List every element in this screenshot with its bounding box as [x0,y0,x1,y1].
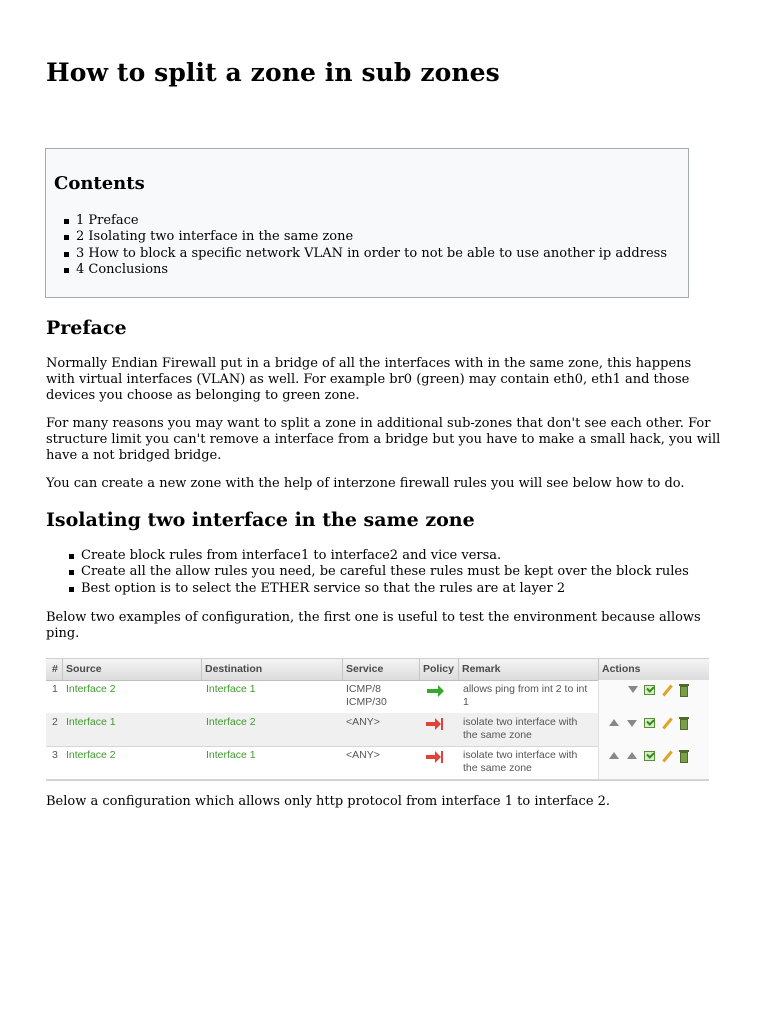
preface-paragraph-1 [46,356,736,404]
header-source: Source [66,663,102,675]
remark-line: allows ping from int 2 to int [463,683,588,695]
rule-remark [463,716,577,741]
service-line: ICMP/8 [346,683,382,695]
remark-line: the same zone [463,728,532,741]
text-line: have a not bridged bridge. [46,448,222,463]
rule-destination: Interface 1 [206,749,256,761]
header-policy: Policy [423,663,454,675]
toc-item-block-vlan[interactable]: 3 How to block a specific network VLAN in order to not be able to use another ip address [76,245,667,261]
delete-trash-icon[interactable] [680,686,688,697]
delete-trash-icon[interactable] [680,752,688,763]
toc-item-isolating[interactable]: 2 Isolating two interface in the same zone [76,229,667,245]
header-num: # [52,663,58,675]
rule-remark [463,749,577,774]
text-line: Below two examples of configuration, the first one is useful to test the environment because allows [46,610,701,625]
rule-service: <ANY> [346,716,380,728]
table-row [46,680,709,714]
block-arrow-icon [426,722,436,726]
rule-number: 3 [52,749,58,761]
rule-source: Interface 2 [66,683,116,695]
move-down-icon[interactable] [627,720,637,727]
remark-line: isolate two interface with [463,716,578,728]
rule-service: <ANY> [346,749,380,761]
text-line: ping. [46,626,80,641]
table-row [46,713,709,747]
preface-paragraph-3: You can create a new zone with the help of interzone firewall rules you will see below how to do. [46,476,685,491]
remark-line: 1 [463,695,469,708]
move-up-icon[interactable] [609,752,619,759]
isolating-heading: Isolating two interface in the same zone [46,509,475,531]
remark-line: isolate two interface with [463,749,578,761]
bullet-item: Create block rules from interface1 to interface2 and vice versa. [81,548,689,564]
move-down-icon[interactable] [628,686,638,693]
table-header [46,658,709,681]
header-actions: Actions [602,663,641,675]
block-arrow-icon [426,755,436,759]
rule-destination: Interface 1 [206,683,256,695]
move-up-icon[interactable] [627,752,637,759]
bullet-item: Create all the allow rules you need, be careful these rules must be kept over the block rules [81,564,689,580]
rule-number: 2 [52,716,58,728]
preface-heading: Preface [46,317,127,339]
enabled-checkbox-icon[interactable] [644,751,655,761]
text-line: devices you choose as belonging to green zone. [46,388,360,403]
table-row [46,746,709,780]
header-service: Service [346,663,384,675]
preface-paragraph-2 [46,416,746,464]
remark-line: the same zone [463,761,532,774]
enabled-checkbox-icon[interactable] [644,718,655,728]
toc-heading: Contents [54,173,145,194]
firewall-rules-table-screenshot [46,658,709,781]
delete-trash-icon[interactable] [680,719,688,730]
isolating-bullets [81,548,689,597]
isolating-paragraph-2: Below a configuration which allows only http protocol from interface 1 to interface 2. [46,794,611,809]
page-title: How to split a zone in sub zones [46,58,500,87]
block-bar [441,751,443,763]
allow-arrow-icon [427,689,439,693]
text-line: structure limit you can't remove a interface from a bridge but you have to make a small hack, you will [46,432,721,447]
service-line: ICMP/30 [346,695,387,708]
text-line: with virtual interfaces (VLAN) as well. For example br0 (green) may contain eth0, eth1 and those [46,372,690,387]
rule-number: 1 [52,683,58,695]
rule-service [346,683,387,708]
text-line: Normally Endian Firewall put in a bridge of all the interfaces with in the same zone, this happens [46,356,692,371]
rule-source: Interface 2 [66,749,116,761]
move-up-icon[interactable] [609,719,619,726]
header-remark: Remark [462,663,501,675]
block-bar [441,718,443,730]
rule-destination: Interface 2 [206,716,256,728]
isolating-paragraph-1 [46,610,736,642]
text-line: For many reasons you may want to split a zone in additional sub-zones that don't see each other. For [46,416,711,431]
header-destination: Destination [205,663,263,675]
toc-list [76,213,667,279]
table-of-contents [45,148,689,298]
bullet-item: Best option is to select the ETHER service so that the rules are at layer 2 [81,581,689,597]
rule-source: Interface 1 [66,716,116,728]
enabled-checkbox-icon[interactable] [644,685,655,695]
toc-item-preface[interactable]: 1 Preface [76,213,667,229]
rule-remark [463,683,587,708]
toc-item-conclusions[interactable]: 4 Conclusions [76,262,667,278]
